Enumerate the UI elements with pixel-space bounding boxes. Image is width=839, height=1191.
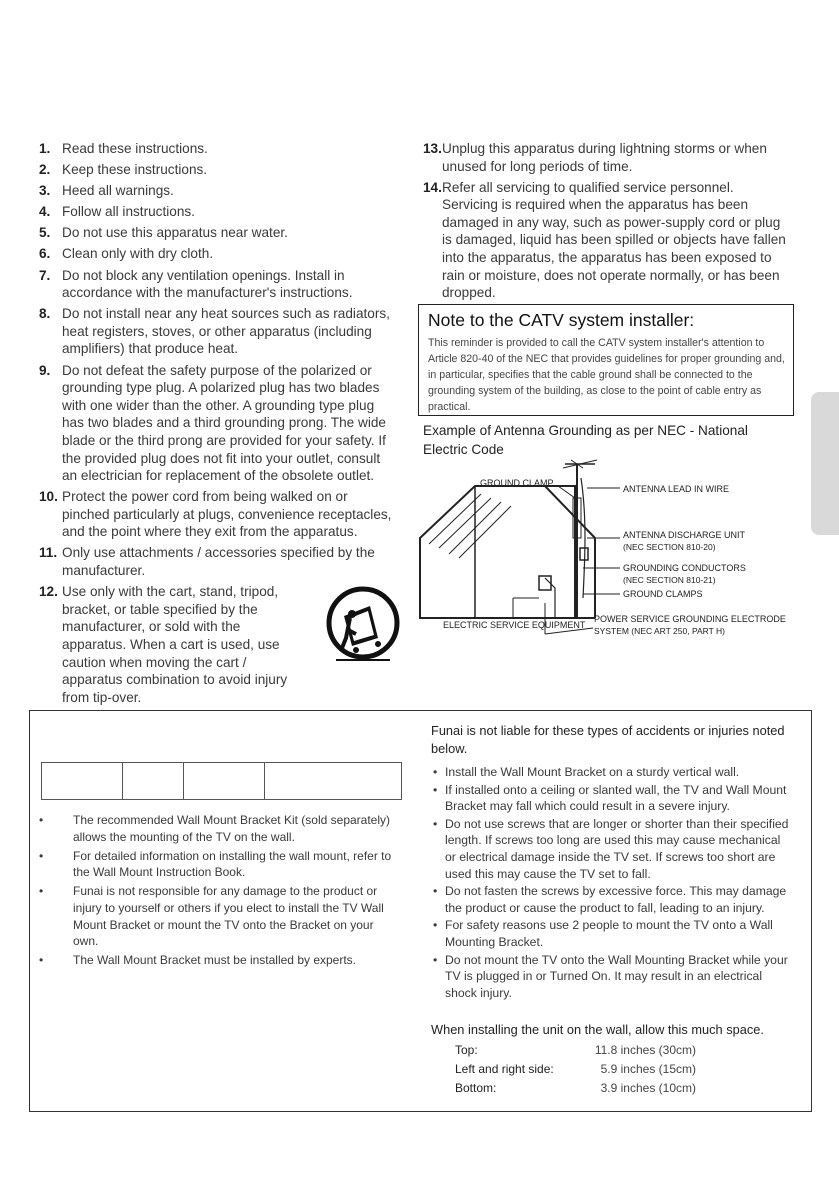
table-cell xyxy=(184,763,265,800)
ground-clamps-label: GROUND CLAMPS xyxy=(623,589,703,599)
list-item: • Do not mount the TV onto the Wall Mounting Bracket while your TV is plugged in or Turned On. It may result in an electrical shock injury. xyxy=(431,952,793,1002)
side-tab xyxy=(811,392,839,535)
list-item: • The recommended Wall Mount Bracket Kit (sold separately) allows the mounting of the TV on the wall. xyxy=(37,812,397,845)
instructions-right xyxy=(423,140,793,305)
table-cell xyxy=(42,763,123,800)
instruction-item: 11. Only use attachments / accessories specified by the manufacturer. xyxy=(39,545,375,579)
instruction-item: 13. Unplug this apparatus during lightning storms or when unused for long periods of time. xyxy=(423,141,767,174)
space-top-label: Top: xyxy=(455,1043,478,1057)
ground-clamp-label: GROUND CLAMP xyxy=(480,478,554,488)
electrode-label: POWER SERVICE GROUNDING ELECTRODE xyxy=(594,614,786,624)
instruction-item: 14. Refer all servicing to qualified service personnel. Servicing is required when the apparatus has been damaged in any way, such as power-supply cord or plug is damaged, liquid has been spilled or objects have fallen into the apparatus, the apparatus has been exposed to rain or moisture, does not operate normally, or has been dropped. xyxy=(423,179,786,301)
catv-note-body: This reminder is provided to call the CATV system installer's attention to Article 820-40 of the NEC that provides guidelines for proper grounding and, in particular, specifies that the cable ground shall be connected to the grounding system of the building, as close to the point of cable entry as practical. xyxy=(428,337,785,413)
discharge-unit-label: ANTENNA DISCHARGE UNIT xyxy=(623,530,746,540)
space-bottom-value: 3.9 inches (10cm) xyxy=(600,1081,696,1095)
list-item: • For detailed information on installing the wall mount, refer to the Wall Mount Instruction Book. xyxy=(37,848,397,881)
space-side-label: Left and right side: xyxy=(455,1062,554,1076)
blank-table xyxy=(41,762,402,800)
list-item: • Do not use screws that are longer or shorter than their specified length. If screws too long are used this may cause mechanical or electrical damage inside the TV set. If screws too short are used this may cause the TV set to fall. xyxy=(431,816,793,882)
conductors-section-label: (NEC SECTION 810-21) xyxy=(623,575,716,585)
instruction-item: 8. Do not install near any heat sources such as radiators, heat registers, stoves, or other apparatus (including amplifiers) that produce heat. xyxy=(39,306,390,357)
wall-mount-bullets xyxy=(37,812,397,971)
instruction-item: 5. Do not use this apparatus near water. xyxy=(39,225,288,241)
instruction-item: 9. Do not defeat the safety purpose of the polarized or grounding type plug. A polarized plug has two blades with one wider than the other. A grounding type plug has two blades and a third grounding prong. The wide blade or the third prong are provided for your safety. If the provided plug does not fit into your outlet, consult an electrician for replacement of the obsolete outlet. xyxy=(39,362,386,484)
space-heading: When installing the unit on the wall, allow this much space. xyxy=(431,1022,764,1037)
cart-tipover-warning-icon xyxy=(326,586,400,664)
space-bottom-label: Bottom: xyxy=(455,1081,497,1095)
list-item: • Install the Wall Mount Bracket on a sturdy vertical wall. xyxy=(431,764,793,781)
catv-note-box xyxy=(418,304,794,416)
space-side-value: 5.9 inches (15cm) xyxy=(600,1062,696,1076)
instruction-item: 4. Follow all instructions. xyxy=(39,204,195,220)
discharge-section-label: (NEC SECTION 810-20) xyxy=(623,542,716,552)
table-cell xyxy=(123,763,184,800)
table-cell xyxy=(265,763,402,800)
list-item: • Do not fasten the screws by excessive force. This may damage the product or cause the product to fall, leading to an injury. xyxy=(431,883,793,916)
liability-bullets xyxy=(431,764,793,1002)
list-item: • If installed onto a ceiling or slanted wall, the TV and Wall Mount Bracket may fall which could result in a severe injury. xyxy=(431,782,793,815)
conductors-label: GROUNDING CONDUCTORS xyxy=(623,563,746,573)
list-item: • The Wall Mount Bracket must be installed by experts. xyxy=(37,952,397,969)
instruction-item: 6. Clean only with dry cloth. xyxy=(39,246,214,262)
liability-heading: Funai is not liable for these types of accidents or injuries noted below. xyxy=(431,723,785,756)
grounding-title: Example of Antenna Grounding as per NEC - National Electric Code xyxy=(423,423,748,457)
instruction-item: 7. Do not block any ventilation openings. Install in accordance with the manufacturer's instructions. xyxy=(39,267,353,301)
electrode-system-label: SYSTEM (NEC ART 250, PART H) xyxy=(594,626,726,636)
catv-note-title: Note to the CATV system installer: xyxy=(428,310,695,330)
list-item: • Funai is not responsible for any damage to the product or injury to yourself or others if you elect to install the TV Wall Mount Bracket or mount the TV onto the Bracket on your own. xyxy=(37,883,397,949)
space-top-value: 11.8 inches (30cm) xyxy=(594,1043,696,1057)
list-item: • For safety reasons use 2 people to mount the TV onto a Wall Mounting Bracket. xyxy=(431,917,793,950)
electric-equipment-label: ELECTRIC SERVICE EQUIPMENT xyxy=(443,620,586,630)
instruction-item: 1. Read these instructions. xyxy=(39,141,208,156)
instruction-item: 2. Keep these instructions. xyxy=(39,162,208,178)
instruction-item: 12. Use only with the cart, stand, tripod, bracket, or table specified by the manufacturer, or sold with the apparatus. When a cart is used, use caution when moving the cart / apparatus combination to avoid injury from tip-over. xyxy=(39,584,288,705)
antenna-lead-label: ANTENNA LEAD IN WIRE xyxy=(623,484,730,494)
instruction-item: 10. Protect the power cord from being walked on or pinched particularly at plugs, convenience receptacles, and the point where they exit from the apparatus. xyxy=(39,489,392,540)
instruction-item: 3. Heed all warnings. xyxy=(39,183,174,199)
